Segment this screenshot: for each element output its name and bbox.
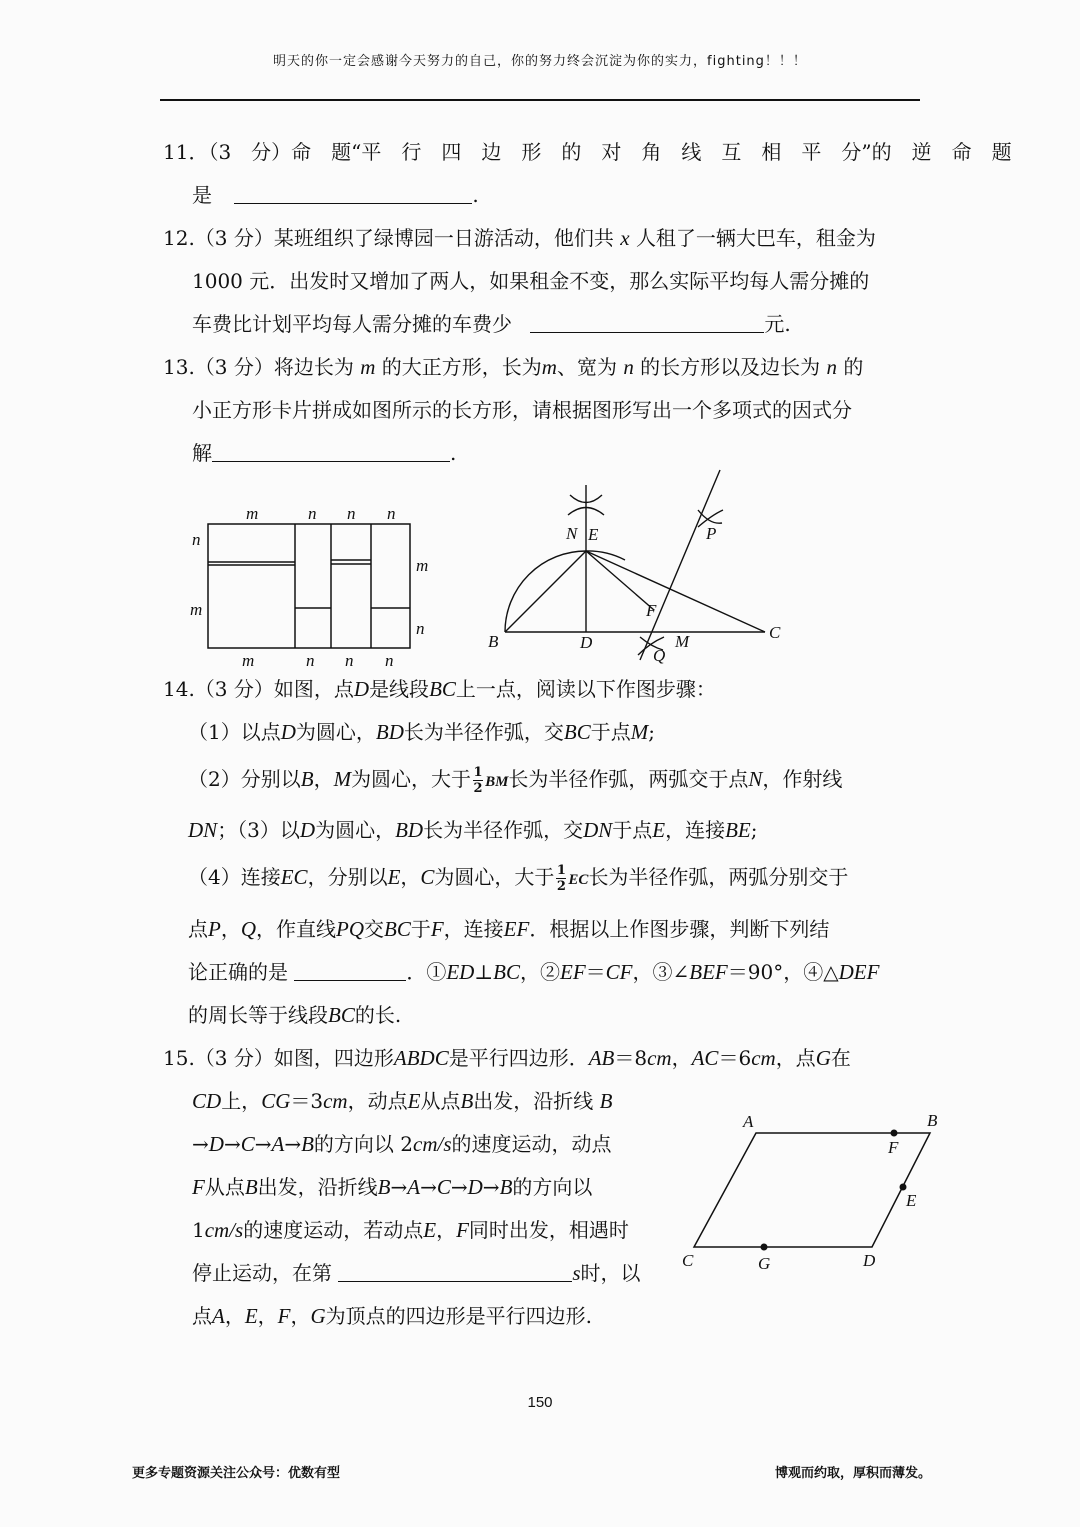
q15-text: →	[192, 1132, 209, 1156]
q14-answer-blank[interactable]	[294, 958, 406, 981]
fig1-right-label: n	[416, 619, 425, 638]
q15-text: 上，	[221, 1089, 262, 1113]
q15-text: 的速度运动，动点	[451, 1132, 612, 1156]
fig1-bottom-label: n	[345, 651, 354, 670]
q14-text: 于	[410, 917, 431, 941]
q14-var: F	[430, 917, 444, 941]
q13-text: 的大正方形，长为	[381, 355, 542, 379]
parallelogram-figure	[670, 1105, 950, 1285]
q14-text: 的周长等于线段	[188, 1003, 328, 1027]
q14-text: 长为半径作弧，两弧分别交于	[588, 865, 849, 889]
fig1-bottom-label: n	[306, 651, 315, 670]
q14-text: ，	[220, 917, 241, 941]
q15-var: F	[277, 1304, 291, 1328]
label-N: N	[566, 524, 578, 543]
fig1-top-label: n	[308, 504, 317, 523]
q13-text: 解	[192, 441, 212, 465]
q13-text: 的	[843, 355, 864, 379]
q15-var: E	[244, 1304, 258, 1328]
q15-text: →	[254, 1132, 272, 1156]
q15-var: B	[599, 1089, 613, 1113]
q14-text: ，作射线	[762, 767, 843, 791]
header-motto: 明天的你一定会感谢今天努力的自己，你的努力终会沉淀为你的实力，fighting！！！	[273, 54, 807, 69]
q15-text: →	[390, 1175, 408, 1199]
q13-line1	[163, 352, 863, 382]
q15-text: ，	[224, 1304, 245, 1328]
construction-figure	[480, 465, 800, 675]
q14-var: EF	[503, 917, 530, 941]
q14-text: （1）以点	[188, 720, 281, 744]
q14-line6	[188, 914, 829, 944]
q14-text: 长为半径作弧，两弧交于点	[508, 767, 749, 791]
q15-text: 1	[192, 1218, 205, 1242]
q15-unit: cm	[751, 1046, 776, 1070]
q15-var: E	[407, 1089, 421, 1113]
q14-text: ，连接	[443, 917, 504, 941]
q14-text: ．①	[406, 960, 447, 984]
q15-text: 的速度运动，若动点	[243, 1218, 424, 1242]
q14-text: ．根据以上作图步骤，判断下列结	[529, 917, 830, 941]
fraction-denominator: 2	[473, 781, 483, 796]
q15-text: ，点	[775, 1046, 816, 1070]
label-B: B	[488, 632, 499, 651]
q13-answer-blank[interactable]	[212, 439, 450, 462]
q14-var: BE	[725, 818, 751, 842]
q14-var: P	[208, 917, 221, 941]
q14-text: ⊥	[474, 960, 494, 984]
q13-text: .	[450, 441, 457, 465]
q13-var-m: m	[360, 355, 376, 379]
fig1-right-label: m	[416, 556, 429, 575]
q15-text: 在	[830, 1046, 851, 1070]
q14-var: BC	[563, 720, 591, 744]
q15-var: F	[456, 1218, 469, 1242]
q15-var: D	[467, 1175, 483, 1199]
q15-var: AC	[691, 1046, 719, 1070]
q14-line3	[188, 764, 842, 797]
q14-var: C	[420, 865, 435, 889]
q12-text: 车费比计划平均每人需分摊的车费少	[192, 312, 512, 336]
q13-text: 13.（3 分）将边长为	[163, 355, 354, 379]
q15-text: 为顶点的四边形是平行四边形.	[325, 1304, 593, 1328]
segment-EC	[586, 551, 765, 632]
q14-var: DN	[583, 818, 613, 842]
q14-var: BD	[375, 720, 404, 744]
q15-unit: cm/s	[204, 1218, 244, 1242]
q13-var-n: n	[826, 355, 838, 379]
footer-right: 博观而约取，厚积而薄发。	[775, 1466, 932, 1481]
q14-text: 长为半径作弧，交	[423, 818, 584, 842]
q15-var: G	[310, 1304, 326, 1328]
q14-text: 为圆心，	[315, 818, 396, 842]
q15-text: 停止运动，在第	[192, 1261, 332, 1285]
header-divider	[160, 99, 920, 101]
q12-line3	[192, 309, 791, 339]
q15-text: 的方向以	[512, 1175, 593, 1199]
fig1-top-label: n	[387, 504, 396, 523]
label-D: D	[863, 1251, 876, 1270]
q14-var: EC	[280, 865, 308, 889]
q14-var: D	[299, 818, 316, 842]
q14-text: 于点	[612, 818, 653, 842]
q14-var: DN	[188, 818, 218, 842]
q12-line1	[163, 223, 876, 253]
q14-var: D	[353, 677, 370, 701]
q15-text: 的方向以 2	[313, 1132, 413, 1156]
footer-left: 更多专题资源关注公众号：优数有型	[132, 1466, 341, 1481]
q14-text: ，③∠	[632, 960, 690, 984]
q15-line3	[192, 1129, 612, 1159]
q11-answer-blank[interactable]	[234, 181, 472, 204]
q15-var: G	[815, 1046, 831, 1070]
q14-text: 的长.	[354, 1003, 402, 1027]
q14-text: 长为半径作弧，交	[403, 720, 564, 744]
segment-EF	[586, 551, 654, 610]
q15-var: E	[423, 1218, 437, 1242]
q15-var: B	[377, 1175, 391, 1199]
q14-text: （4）连接	[188, 865, 281, 889]
q14-var: ED	[446, 960, 475, 984]
q15-text: ，	[257, 1304, 278, 1328]
q14-var: BEF	[689, 960, 728, 984]
q15-text: →	[420, 1175, 437, 1199]
q15-line6	[192, 1258, 641, 1288]
q15-var: C	[436, 1175, 451, 1199]
q14-var: EC	[568, 872, 589, 888]
q14-var: N	[748, 767, 763, 791]
q15-text: 同时出发，相遇时	[468, 1218, 629, 1242]
q14-text: 是线段	[369, 677, 430, 701]
point-F	[891, 1130, 898, 1137]
q14-line7	[188, 957, 879, 987]
q15-text: →	[223, 1132, 241, 1156]
q14-text: 为圆心，大于	[351, 767, 472, 791]
q14-var: EF	[560, 960, 586, 984]
q15-text: ，动点	[347, 1089, 408, 1113]
q14-text: 点	[188, 917, 208, 941]
label-F: F	[646, 601, 657, 620]
q14-var: D	[280, 720, 296, 744]
q14-line4	[188, 815, 758, 845]
q15-var: ABDC	[393, 1046, 449, 1070]
q12-line2: 1000 元．出发时又增加了两人，如果租金不变，那么实际平均每人需分摊的	[192, 269, 870, 293]
q14-text: （2）分别以	[188, 767, 301, 791]
label-C: C	[682, 1251, 694, 1270]
fraction-numerator: 1	[556, 863, 566, 878]
q14-text: ＝	[585, 960, 606, 984]
label-E: E	[906, 1191, 917, 1210]
q13-var-n: n	[623, 355, 634, 379]
q15-var: B	[460, 1089, 474, 1113]
q13-var-m: m	[541, 355, 557, 379]
q15-unit: cm	[647, 1046, 672, 1070]
q14-var: BM	[485, 774, 509, 790]
q12-var-x: x	[620, 226, 630, 250]
q15-var: C	[240, 1132, 255, 1156]
q14-text: 于点	[590, 720, 631, 744]
q15-line1	[163, 1043, 851, 1073]
q14-var: DEF	[838, 960, 880, 984]
q15-text: 15.（3 分）如图，四边形	[163, 1046, 394, 1070]
q13-line2: 小正方形卡片拼成如图所示的长方形，请根据图形写出一个多项式的因式分	[192, 398, 852, 422]
label-G: G	[758, 1254, 771, 1273]
q15-var: CD	[192, 1089, 222, 1113]
q14-text: ，	[313, 767, 334, 791]
q14-text: ，分别以	[307, 865, 388, 889]
q14-text: ，	[400, 865, 421, 889]
q11-line2	[192, 180, 479, 210]
q15-var: B	[499, 1175, 513, 1199]
q15-text: →	[284, 1132, 302, 1156]
q15-text: ＝6	[718, 1046, 752, 1070]
q13-text: 、宽为	[556, 355, 617, 379]
q11-line1: 11．（3 分）命 题“平 行 四 边 形 的 对 角 线 互 相 平 分”的 逆 命 题	[163, 140, 1012, 164]
q15-text: 时，以	[580, 1261, 641, 1285]
segment-BE	[505, 551, 586, 632]
q15-answer-blank[interactable]	[338, 1259, 572, 1282]
q14-text: 论正确的是	[188, 960, 288, 984]
q14-var: CF	[605, 960, 633, 984]
q15-line4	[192, 1172, 592, 1202]
fig1-left-label: m	[190, 600, 203, 619]
q15-var: B	[244, 1175, 258, 1199]
q12-answer-blank[interactable]	[530, 310, 764, 333]
q15-var: CG	[261, 1089, 291, 1113]
q14-var: Q	[240, 917, 256, 941]
q15-var: AB	[588, 1046, 615, 1070]
q15-text: →	[450, 1175, 468, 1199]
fraction-numerator: 1	[473, 765, 483, 780]
q15-text: ，	[290, 1304, 311, 1328]
label-P: P	[706, 524, 717, 543]
fraction-one-half	[473, 766, 483, 795]
q14-line2	[188, 717, 655, 747]
q14-var: E	[387, 865, 401, 889]
q14-var: BC	[429, 677, 456, 701]
q15-var: A	[271, 1132, 285, 1156]
q14-text: ;	[750, 818, 758, 842]
q13-text: 的长方形以及边长为	[640, 355, 821, 379]
q12-text: 12.（3 分）某班组织了绿博园一日游活动，他们共	[163, 226, 614, 250]
label-M: M	[675, 632, 690, 651]
q14-text: ，连接	[665, 818, 726, 842]
q14-text: 交	[364, 917, 384, 941]
q14-text: 为圆心，大于	[434, 865, 555, 889]
q14-var: M	[630, 720, 649, 744]
q15-text: →	[482, 1175, 500, 1199]
q15-text: 出发，沿折线	[257, 1175, 378, 1199]
q14-text: 上一点，阅读以下作图步骤：	[455, 677, 716, 701]
q15-unit: s	[572, 1261, 581, 1285]
q15-text: 从点	[420, 1089, 461, 1113]
point-E	[900, 1184, 907, 1191]
label-Q: Q	[653, 646, 666, 665]
q14-var: BC	[493, 960, 521, 984]
q15-text: ＝3	[290, 1089, 324, 1113]
q14-text: ;	[648, 720, 655, 744]
q15-text: ，	[436, 1218, 457, 1242]
q15-var: A	[407, 1175, 421, 1199]
q15-line2	[192, 1086, 612, 1116]
fraction-one-half	[556, 864, 566, 893]
fig1-top-label: n	[347, 504, 356, 523]
q14-text: ，②	[520, 960, 561, 984]
q13-line3	[192, 438, 456, 468]
fraction-denominator: 2	[556, 879, 566, 894]
page-number: 150	[527, 1394, 553, 1411]
q15-line7	[192, 1301, 592, 1331]
q12-text: 人租了一辆大巴车，租金为	[635, 226, 876, 250]
q15-unit: cm	[323, 1089, 348, 1113]
fig1-bottom-label: m	[242, 651, 255, 670]
label-A: A	[743, 1112, 754, 1131]
q14-line1	[163, 674, 716, 704]
q14-var: E	[652, 818, 666, 842]
q15-var: D	[208, 1132, 224, 1156]
label-C: C	[769, 623, 781, 642]
q14-var: M	[333, 767, 352, 791]
fig1-left-label: n	[192, 530, 201, 549]
q15-var: F	[192, 1175, 205, 1199]
label-D: D	[580, 633, 593, 652]
q15-text: 出发，沿折线	[473, 1089, 594, 1113]
q15-text: 点	[192, 1304, 212, 1328]
q14-text: 为圆心，	[295, 720, 376, 744]
q14-text: 14.（3 分）如图，点	[163, 677, 354, 701]
q14-var: PQ	[336, 917, 364, 941]
rectangle-tiling-figure	[180, 498, 440, 678]
q15-text: 是平行四边形．	[448, 1046, 589, 1070]
q14-text: ＝90°，④△	[727, 960, 839, 984]
fig1-top-label: m	[246, 504, 259, 523]
outer-rectangle	[208, 524, 410, 648]
q15-text: ＝8	[614, 1046, 648, 1070]
label-E: E	[588, 525, 599, 544]
q15-text: 从点	[204, 1175, 245, 1199]
q12-unit: 元.	[764, 312, 791, 336]
q11-prefix: 是	[192, 183, 212, 207]
label-F: F	[888, 1138, 899, 1157]
q11-suffix: .	[472, 183, 479, 207]
label-B: B	[927, 1111, 938, 1130]
q15-line5	[192, 1215, 629, 1245]
q14-var: BD	[395, 818, 424, 842]
q14-var: BC	[384, 917, 411, 941]
q14-line5	[188, 862, 848, 895]
point-G	[761, 1244, 768, 1251]
q14-var: BC	[328, 1003, 355, 1027]
q14-text: ；（3）以	[217, 818, 300, 842]
fig1-bottom-label: n	[385, 651, 394, 670]
q14-line8	[188, 1000, 401, 1030]
q14-text: ，作直线	[256, 917, 336, 941]
q15-unit: cm/s	[413, 1132, 452, 1156]
q15-text: ，	[671, 1046, 692, 1070]
q15-var: B	[301, 1132, 314, 1156]
q14-var: B	[300, 767, 314, 791]
q15-var: A	[212, 1304, 225, 1328]
